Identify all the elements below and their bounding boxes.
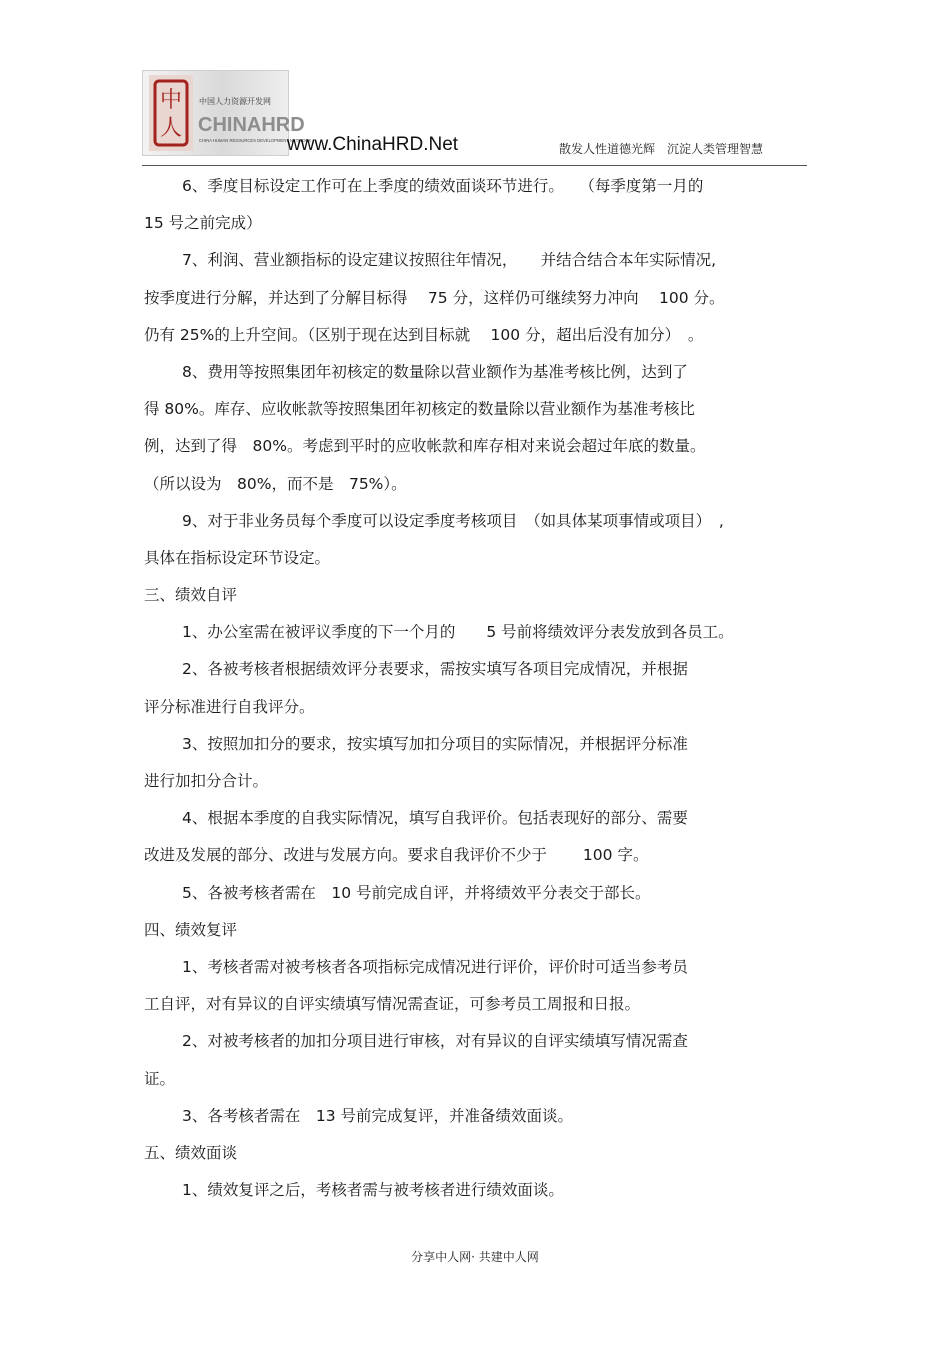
text-line: 1、考核者需对被考核者各项指标完成情况进行评价，评价时可适当参考员 [182, 957, 688, 976]
text-line: 按季度进行分解，并达到了分解目标得 75 分，这样仍可继续努力冲向 100 分。 [144, 288, 725, 307]
slogan-two: 沉淀人类管理智慧 [667, 142, 764, 156]
svg-text:人: 人 [159, 116, 183, 141]
text-line: 2、各被考核者根据绩效评分表要求，需按实填写各项目完成情况，并根据 [182, 660, 688, 679]
text-line: 仍有 25%的上升空间。（区别于现在达到目标就 100 分，超出后没有加分） 。 [144, 325, 704, 344]
text-line: 例，达到了得 80%。考虑到平时的应收帐款和库存相对来说会超过年底的数量。 [144, 437, 706, 456]
logo-english-name: CHINA HUMAN RESOURCES DEVELOPMENT NETWORK [199, 138, 312, 143]
text-line: 2、对被考核者的加扣分项目进行审核，对有异议的自评实绩填写情况需查 [182, 1032, 688, 1051]
text-line: 1、绩效复评之后，考核者需与被考核者进行绩效面谈。 [182, 1181, 564, 1200]
text-line: 改进及发展的部分、改进与发展方向。要求自我评价不少于 100 字。 [144, 846, 649, 865]
section-heading: 四、绩效复评 [144, 920, 238, 939]
text-line: 得 80%。库存、应收帐款等按照集团年初核定的数量除以营业额作为基准考核比 [144, 400, 695, 419]
document-body [144, 168, 806, 1209]
text-line: 4、根据本季度的自我实际情况，填写自我评价。包括表现好的部分、需要 [182, 809, 688, 828]
text-line: 6、季度目标设定工作可在上季度的绩效面谈环节进行。 （每季度第一月的 [182, 177, 704, 195]
logo-chinese-name: 中国人力资源开发网 [199, 97, 271, 106]
page-footer: 分享中人网· 共建中人网 [411, 1250, 539, 1264]
text-line: 9、对于非业务员每个季度可以设定季度考核项目 （如具体某项事情或项目） , [182, 511, 724, 530]
text-line: 证。 [144, 1069, 176, 1088]
svg-text:中: 中 [159, 88, 183, 113]
text-line: 7、利润、营业额指标的设定建议按照往年情况， 并结合结合本年实际情况, [182, 251, 717, 270]
site-url[interactable]: www.ChinaHRD.Net [287, 134, 459, 155]
logo-graphic [143, 71, 312, 155]
chinahrd-logo [142, 70, 312, 156]
text-line: 1、办公室需在被评议季度的下一个月的 5 号前将绩效评分表发放到各员工。 [182, 623, 734, 642]
slogan-one: 散发人性道德光辉 [559, 142, 656, 156]
logo-brand: CHINAHRD [198, 114, 305, 136]
text-line: 5、各被考核者需在 10 号前完成自评，并将绩效平分表交于部长。 [182, 883, 651, 902]
header-divider [142, 165, 807, 166]
page-header [142, 70, 807, 170]
text-line: 具体在指标设定环节设定。 [144, 548, 331, 567]
text-line: 工自评，对有异议的自评实绩填写情况需查证，可参考员工周报和日报。 [144, 995, 641, 1014]
text-line: 15 号之前完成） [144, 214, 262, 233]
text-line: 3、各考核者需在 13 号前完成复评，并准备绩效面谈。 [182, 1106, 574, 1125]
text-line: 8、费用等按照集团年初核定的数量除以营业额作为基准考核比例，达到了 [182, 362, 688, 381]
text-line: 评分标准进行自我评分。 [144, 697, 315, 716]
text-line: （所以设为 80%，而不是 75%）。 [144, 474, 407, 493]
section-heading: 三、绩效自评 [144, 586, 238, 605]
text-line: 3、按照加扣分的要求，按实填写加扣分项目的实际情况，并根据评分标准 [182, 734, 688, 753]
section-heading: 五、绩效面谈 [144, 1143, 238, 1162]
text-line: 进行加扣分合计。 [144, 772, 269, 790]
